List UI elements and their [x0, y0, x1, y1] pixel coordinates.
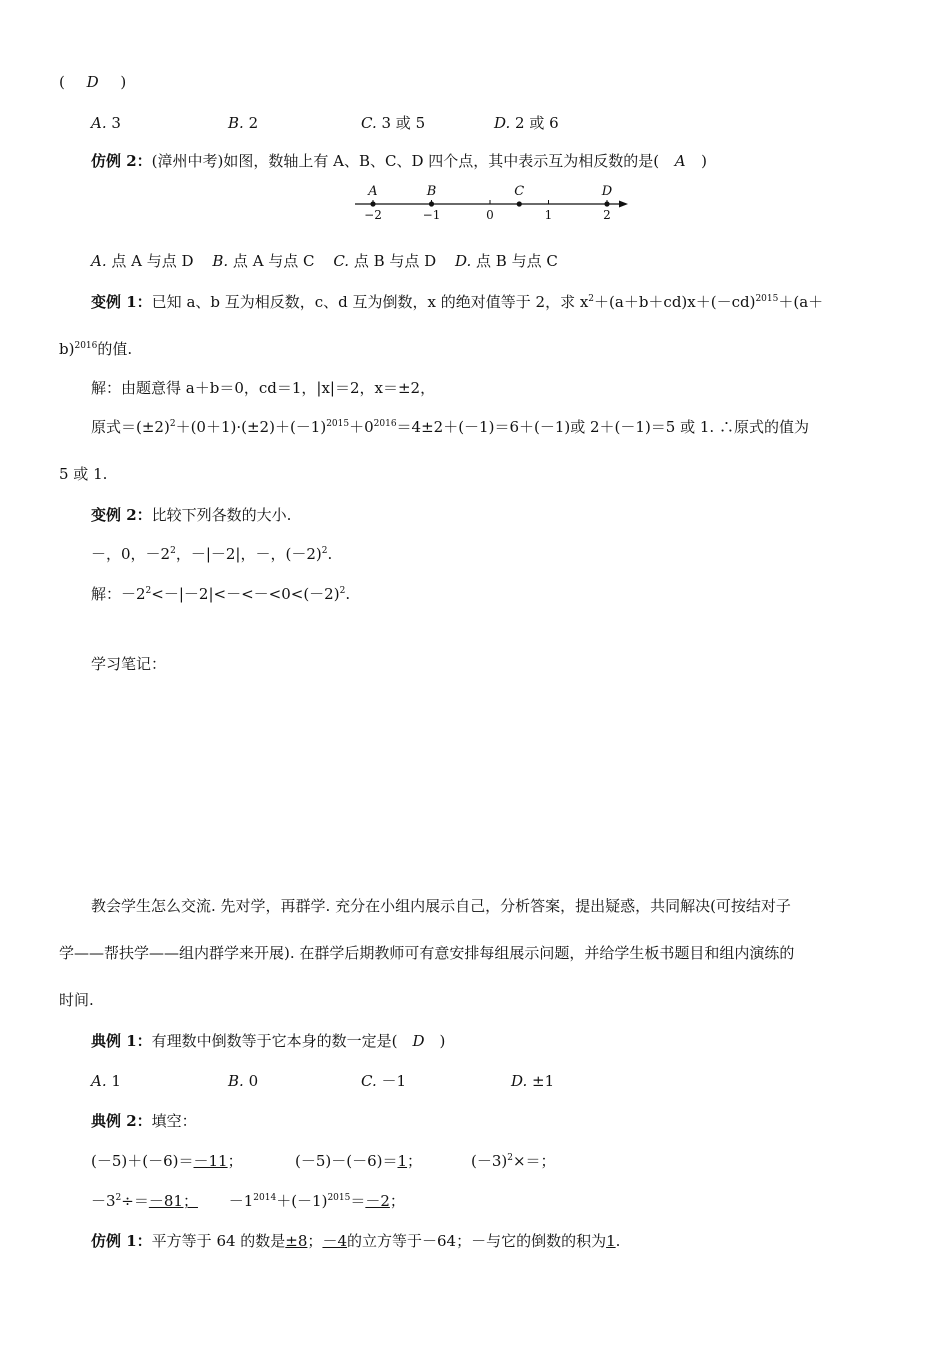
- solution-line3: 5 或 1.: [59, 465, 108, 483]
- options-fangli2: [91, 251, 558, 271]
- tick-label: 1: [544, 208, 553, 222]
- arrow-icon: [619, 201, 628, 208]
- option-a: A. 3: [91, 114, 121, 132]
- teach-line3: 时间.: [59, 991, 94, 1009]
- fill-blank-2: (－5)－(－6)＝1；: [295, 1152, 423, 1170]
- bianli2-solution: 解：$-2^2<-|-2|<-<-<0<(-2)^2$.: [91, 585, 351, 603]
- point-label: A: [368, 184, 378, 199]
- bianli1-line1: 变例 1：已知 a、b 互为相反数，c、d 互为倒数，x 的绝对值等于 2，求 $x^2+(a+b+cd)x+(-cd)^{2015}+(a+$: [91, 293, 824, 311]
- point-dot: [370, 201, 375, 206]
- point-dot: [517, 201, 522, 206]
- option-b: B. 0: [228, 1072, 259, 1090]
- fill-blank-3: $(-3)^2\times=$；: [471, 1152, 556, 1170]
- option-c: C. －1: [361, 1072, 407, 1090]
- answer-line-top: [59, 72, 126, 92]
- fangli2-question: 仿例 2：(漳州中考)如图，数轴上有 A、B、C、D 四个点，其中表示互为相反数的是( A ): [91, 152, 707, 170]
- point-dot: [429, 201, 434, 206]
- bianli1-line2: b)$^{2016}$的值.: [59, 340, 133, 358]
- solution-line2: 原式$=(\pm 2)^2+(0+1)\cdot(\pm 2)+(-1)^{2015}+0^{2016}=4\pm 2+(-1)=6+(-1)$或 2＋(－1)＝5 或 1. ∴原式的值为: [91, 418, 809, 436]
- tick-label: −1: [422, 208, 441, 222]
- dianli2-question: 典例 2：填空：: [91, 1112, 197, 1130]
- point-label: C: [514, 184, 525, 199]
- fangli1-answer-2: －4: [322, 1232, 347, 1250]
- paren-open: (: [59, 73, 65, 91]
- fill-blank-1: (－5)＋(－6)＝－11；: [91, 1152, 243, 1170]
- option-b: B. 点 A 与点 C: [212, 252, 315, 270]
- point-dot: [604, 201, 609, 206]
- tick-label: −2: [364, 208, 382, 222]
- dianli1-answer: D: [412, 1032, 425, 1050]
- bianli2-question: 变例 2：比较下列各数的大小.: [91, 506, 292, 524]
- fangli2-answer: A: [674, 152, 686, 170]
- option-d: D. 点 B 与点 C: [454, 252, 558, 270]
- number-line: [350, 180, 640, 225]
- fill-blank-5: $-1^{2014}+(-1)^{2015}=-2$；: [228, 1192, 405, 1210]
- option-b: B. 2: [228, 114, 259, 132]
- solution-line1: 解：由题意得 a＋b＝0，cd＝1，|x|＝2，x＝±2，: [91, 379, 436, 397]
- fangli1-answer-1: ±8: [285, 1232, 308, 1250]
- dianli2-row2: [91, 1191, 405, 1211]
- teach-line2: 学——帮扶学——组内群学来开展). 在群学后期教师可有意安排每组展示问题，并给学生板书题目和组内演练的: [59, 944, 795, 962]
- dianli1-question: 典例 1：有理数中倒数等于它本身的数一定是( D ): [91, 1032, 446, 1050]
- fangli1-question: 仿例 1：平方等于 64 的数是±8；－4的立方等于－64；－与它的倒数的积为1.: [91, 1232, 621, 1250]
- paren-close: ): [120, 73, 127, 91]
- option-d: D. ±1: [511, 1072, 555, 1090]
- point-label: B: [426, 184, 437, 199]
- teach-line1: 教会学生怎么交流. 先对学，再群学. 充分在小组内展示自己，分析答案，提出疑惑，共同解决(可按结对子: [91, 897, 791, 915]
- tick-label: 2: [603, 208, 611, 222]
- fangli2-text: (漳州中考)如图，数轴上有 A、B、C、D 四个点，其中表示互为相反数的是(: [151, 152, 660, 170]
- point-label: D: [601, 184, 613, 199]
- study-notes-label: 学习笔记：: [91, 655, 167, 673]
- bianli2-numbers: －，0，$-2^2$，－|－2|，－，$(-2)^2$.: [91, 545, 333, 563]
- tick-label: 0: [486, 208, 494, 222]
- fangli1-answer-3: 1: [606, 1232, 616, 1250]
- fill-blank-4: $-3^2\div=-81$；: [91, 1192, 198, 1210]
- answer-value: D: [86, 73, 99, 91]
- option-c: C. 3 或 5: [361, 114, 426, 132]
- option-a: A. 点 A 与点 D: [91, 252, 194, 270]
- option-a: A. 1: [91, 1072, 121, 1090]
- fangli2-label: 仿例 2：: [91, 152, 152, 170]
- option-c: C. 点 B 与点 D: [333, 252, 437, 270]
- option-d: D. 2 或 6: [494, 114, 559, 132]
